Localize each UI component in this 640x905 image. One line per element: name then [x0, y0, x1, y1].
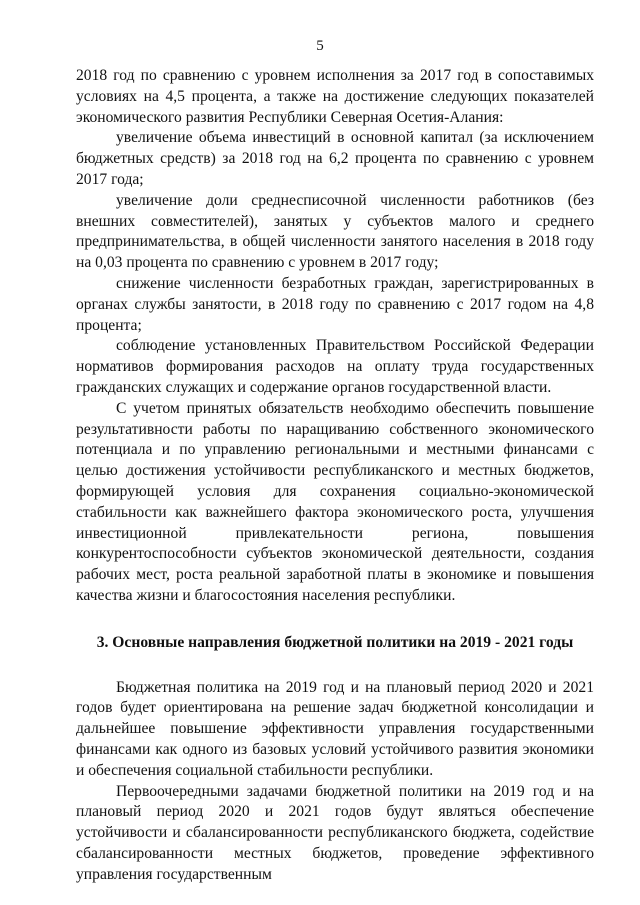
page-number: 5: [316, 38, 324, 54]
paragraph-budget-policy: Бюджетная политика на 2019 год и на плановый период 2020 и 2021 годов будет ориентирована на решение задач бюджетной консолидации и дальнейшее повышение эффективности управления государственными финансами как одного из базовых условий устойчивого развития экономики и обеспечения социальной стабильности республики.: [76, 678, 594, 779]
paragraph-employment-share-indicator: увеличение доли среднесписочной численности работников (без внешних совместителей), занятых у субъектов малого и среднего предпринимательства, в общей численности занятого населения в 2018 году на 0,03 процента по сравнению с уровнем в 2017 году;: [76, 191, 594, 272]
paragraph-priority-tasks: Первоочередными задачами бюджетной политики на 2019 год и на плановый период 2020 и 2021 годов будут являться обеспечение устойчивости и сбалансированности республиканского бюджета, содействие сбалансированности местных бюджетов, проведение эффективного управления государственным: [76, 782, 594, 883]
paragraph-obligations: С учетом принятых обязательств необходимо обеспечить повышение результативности работы по наращиванию собственного экономического потенциала и по управлению региональными и местными финансами с целью достижения устойчивости республиканского и местных бюджетов, формирующей условия для сохранения социально-экономической стабильности как важнейшего фактора экономического роста, улучшения инвестиционной привлекательности региона, повышения конкурентоспособности субъектов экономической деятельности, создания рабочих мест, роста реальной заработной платы в экономике и повышения качества жизни и благосостояния населения республики.: [76, 399, 594, 604]
section-heading: 3. Основные направления бюджетной политики на 2019 - 2021 годы: [96, 633, 574, 651]
document-body: [76, 66, 594, 885]
paragraph-unemployment-indicator: снижение численности безработных граждан, зарегистрированных в органах службы занятости, в 2018 году по сравнению с 2017 годом на 4,8 процента;: [76, 274, 594, 334]
paragraph-wage-standards-indicator: соблюдение установленных Правительством Российской Федерации нормативов формирования расходов на оплату труда государственных гражданских служащих и содержание органов государственной власти.: [76, 337, 594, 396]
paragraph-investment-indicator: увеличение объема инвестиций в основной капитал (за исключением бюджетных средств) за 2018 год на 6,2 процента по сравнению с уровнем 2017 года;: [76, 129, 594, 188]
paragraph-continuation: 2018 год по сравнению с уровнем исполнения за 2017 год в сопоставимых условиях на 4,5 процента, а также на достижение следующих показателей экономического развития Республики Северная Осетия-Алания:: [76, 67, 594, 126]
